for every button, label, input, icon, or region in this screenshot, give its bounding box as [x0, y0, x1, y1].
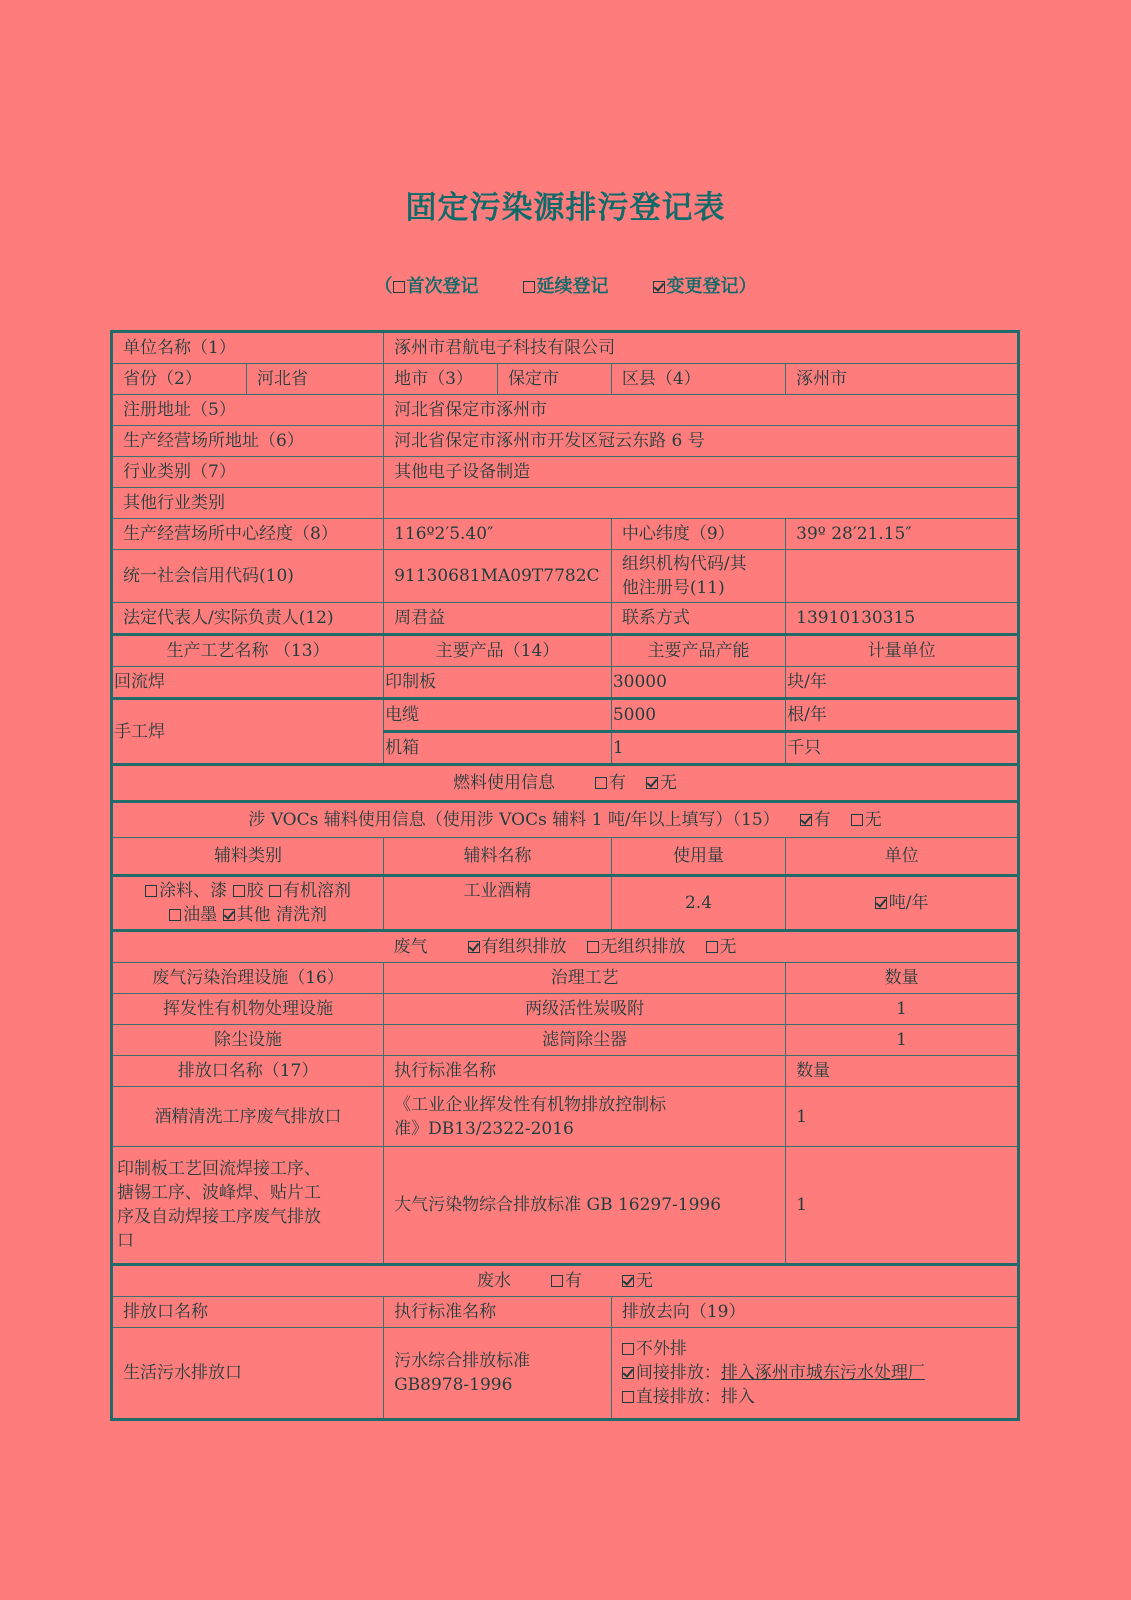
vocs-unit-cell [786, 876, 1019, 931]
water-header-outlet: 排放口名称 [112, 1297, 384, 1328]
gas-facility-header-process: 治理工艺 [384, 963, 786, 994]
contact-value: 13910130315 [786, 603, 1019, 635]
vocs-header-amount: 使用量 [611, 838, 785, 876]
registration-type [0, 272, 1131, 298]
production-capacity: 1 [611, 732, 785, 765]
checkbox-gas-organized[interactable] [468, 941, 480, 953]
first-registration-label: 首次登记 [406, 276, 479, 297]
contact-label: 联系方式 [611, 603, 785, 635]
vocs-usage-row [112, 802, 1019, 838]
gas-outlet-header-standard: 执行标准名称 [384, 1056, 786, 1087]
gas-facility-name: 除尘设施 [112, 1025, 384, 1056]
city-label: 地市（3） [384, 364, 498, 395]
gas-outlet-qty: 1 [786, 1087, 1019, 1147]
gas-facility-header-qty: 数量 [786, 963, 1019, 994]
fuel-usage-label: 燃料使用信息 [453, 773, 555, 793]
checkbox-other[interactable] [223, 909, 235, 921]
gas-outlet-name: 酒精清洗工序废气排放口 [112, 1087, 384, 1147]
dest-indirect-label: 间接排放： [635, 1363, 721, 1383]
dest-none-label: 不外排 [635, 1339, 687, 1359]
fuel-yes-label: 有 [609, 773, 626, 793]
site-address-value: 河北省保定市涿州市开发区冠云东路 6 号 [384, 426, 1019, 457]
other-industry-value [384, 488, 1019, 519]
waste-gas-row [112, 931, 1019, 963]
production-capacity: 30000 [611, 667, 785, 699]
registration-table [110, 330, 1020, 1421]
industry-label: 行业类别（7） [112, 457, 384, 488]
longitude-label: 生产经营场所中心经度（8） [112, 519, 384, 550]
production-capacity: 5000 [611, 699, 785, 732]
legal-rep-label: 法定代表人/实际负责人(12) [112, 603, 384, 635]
vocs-usage-label: 涉 VOCs 辅料使用信息（使用涉 VOCs 辅料 1 吨/年以上填写）（15） [248, 810, 780, 830]
production-header-capacity: 主要产品产能 [611, 635, 785, 667]
production-unit: 块/年 [786, 667, 1019, 699]
vocs-amount-value: 2.4 [611, 876, 785, 931]
production-unit: 千只 [786, 732, 1019, 765]
vocs-no-label: 无 [864, 810, 882, 830]
checkbox-glue[interactable] [233, 885, 245, 897]
gas-facility-process: 两级活性炭吸附 [384, 994, 786, 1025]
county-value: 涿州市 [786, 364, 1019, 395]
water-destination [611, 1328, 1018, 1420]
production-header-unit: 计量单位 [786, 635, 1019, 667]
gas-facility-process: 滤筒除尘器 [384, 1025, 786, 1056]
checkbox-paint[interactable] [145, 885, 157, 897]
gas-outlet-standard-line1: 《工业企业挥发性有机物排放控制标 [394, 1094, 667, 1115]
latitude-label: 中心纬度（9） [611, 519, 785, 550]
gas-outlet-name-line1: 印制板工艺回流焊接工序、 [117, 1159, 321, 1179]
checkbox-dest-indirect[interactable] [622, 1367, 634, 1379]
checkbox-dest-none[interactable] [622, 1343, 634, 1355]
credit-code-label: 统一社会信用代码(10) [112, 550, 384, 603]
change-registration-label: 变更登记） [666, 276, 757, 297]
water-outlet-name: 生活污水排放口 [112, 1328, 384, 1420]
checkbox-fuel-no[interactable] [646, 777, 658, 789]
checkbox-fuel-yes[interactable] [595, 777, 607, 789]
gas-outlet-name-line4: 口 [117, 1231, 134, 1251]
continue-registration-label: 延续登记 [536, 276, 609, 297]
production-process: 回流焊 [112, 667, 384, 699]
checkbox-continue-registration[interactable] [523, 281, 535, 293]
production-process: 手工焊 [112, 699, 384, 765]
waste-gas-label: 废气 [393, 937, 428, 957]
site-address-label: 生产经营场所地址（6） [112, 426, 384, 457]
production-unit: 根/年 [786, 699, 1019, 732]
waste-water-row [112, 1265, 1019, 1297]
dest-indirect-target: 排入涿州市城东污水处理厂 [720, 1363, 925, 1383]
cat-ink-label: 油墨 [183, 905, 218, 925]
vocs-header-unit: 单位 [786, 838, 1019, 876]
gas-outlet-standard [384, 1087, 786, 1147]
vocs-name-value: 工业酒精 [384, 876, 612, 931]
org-code-label [611, 550, 785, 603]
vocs-category-cell [112, 876, 384, 931]
gas-outlet-qty: 1 [786, 1147, 1019, 1265]
gas-unorganized-label: 无组织排放 [600, 937, 686, 957]
unit-name-value: 涿州市君航电子科技有限公司 [384, 332, 1019, 364]
checkbox-vocs-yes[interactable] [800, 814, 812, 826]
county-label: 区县（4） [611, 364, 785, 395]
city-value: 保定市 [497, 364, 611, 395]
vocs-yes-label: 有 [813, 810, 831, 830]
latitude-value: 39º 28′21.15″ [786, 519, 1019, 550]
longitude-value: 116º2′5.40″ [384, 519, 612, 550]
production-header-product: 主要产品（14） [384, 635, 612, 667]
gas-facility-qty: 1 [786, 1025, 1019, 1056]
industry-value: 其他电子设备制造 [384, 457, 1019, 488]
legal-rep-value: 周君益 [384, 603, 612, 635]
checkbox-ink[interactable] [169, 909, 181, 921]
checkbox-unit-ton[interactable] [875, 897, 887, 909]
waste-water-label: 废水 [477, 1271, 511, 1291]
water-standard-line1: 污水综合排放标准 [394, 1351, 531, 1371]
production-product: 印制板 [384, 667, 612, 699]
water-standard-line2: GB8978-1996 [394, 1375, 513, 1395]
checkbox-change-registration[interactable] [653, 281, 665, 293]
dest-direct-label: 直接排放：排入 [635, 1387, 755, 1407]
province-value: 河北省 [247, 364, 384, 395]
unit-name-label: 单位名称（1） [112, 332, 384, 364]
org-code-label-line1: 组织机构代码/其 [621, 554, 747, 574]
gas-none-label: 无 [719, 937, 737, 957]
water-header-standard: 执行标准名称 [384, 1297, 612, 1328]
province-label: 省份（2） [112, 364, 247, 395]
production-product: 电缆 [384, 699, 612, 732]
vocs-unit-label: 吨/年 [888, 893, 929, 913]
org-code-value [786, 550, 1019, 603]
cat-paint-label: 涂料、漆 [159, 881, 228, 901]
gas-facility-qty: 1 [786, 994, 1019, 1025]
vocs-header-name: 辅料名称 [384, 838, 612, 876]
water-no-label: 无 [636, 1271, 653, 1291]
cat-solvent-label: 有机溶剂 [282, 881, 351, 901]
checkbox-first-registration[interactable] [393, 281, 405, 293]
water-standard [384, 1328, 612, 1420]
gas-outlet-header-name: 排放口名称（17） [112, 1056, 384, 1087]
gas-outlet-name-line3: 序及自动焊接工序废气排放 [117, 1207, 321, 1227]
gas-facility-header-name: 废气污染治理设施（16） [112, 963, 384, 994]
form-title: 固定污染源排污登记表 [405, 190, 726, 226]
checkbox-gas-unorganized[interactable] [587, 941, 599, 953]
gas-outlet-name-line2: 搪锡工序、波峰焊、贴片工 [117, 1183, 321, 1203]
gas-facility-name: 挥发性有机物处理设施 [112, 994, 384, 1025]
production-product: 机箱 [384, 732, 612, 765]
checkbox-water-yes[interactable] [551, 1275, 563, 1287]
cat-glue-label: 胶 [246, 881, 264, 901]
credit-code-value: 91130681MA09T7782C [384, 550, 612, 603]
other-industry-label: 其他行业类别 [112, 488, 384, 519]
checkbox-dest-direct[interactable] [622, 1391, 634, 1403]
vocs-header-category: 辅料类别 [112, 838, 384, 876]
checkbox-solvent[interactable] [269, 885, 281, 897]
gas-outlet-standard-line2: 准》DB13/2322-2016 [394, 1118, 574, 1139]
cat-other-label: 其他 清洗剂 [236, 905, 327, 925]
org-code-label-line2: 他注册号(11) [621, 578, 725, 598]
gas-organized-label: 有组织排放 [481, 937, 567, 957]
paren-open: （ [374, 276, 393, 297]
fuel-no-label: 无 [660, 773, 677, 793]
reg-address-value: 河北省保定市涿州市 [384, 395, 1019, 426]
gas-outlet-standard: 大气污染物综合排放标准 GB 16297-1996 [384, 1147, 786, 1265]
gas-outlet-name [112, 1147, 384, 1265]
checkbox-vocs-no[interactable] [851, 814, 863, 826]
reg-address-label: 注册地址（5） [112, 395, 384, 426]
production-header-process: 生产工艺名称 （13） [112, 635, 384, 667]
water-header-destination: 排放去向（19） [611, 1297, 1018, 1328]
fuel-usage-row [112, 765, 1019, 802]
checkbox-gas-none[interactable] [706, 941, 718, 953]
gas-outlet-header-qty: 数量 [786, 1056, 1019, 1087]
water-yes-label: 有 [565, 1271, 582, 1291]
checkbox-water-no[interactable] [622, 1275, 634, 1287]
